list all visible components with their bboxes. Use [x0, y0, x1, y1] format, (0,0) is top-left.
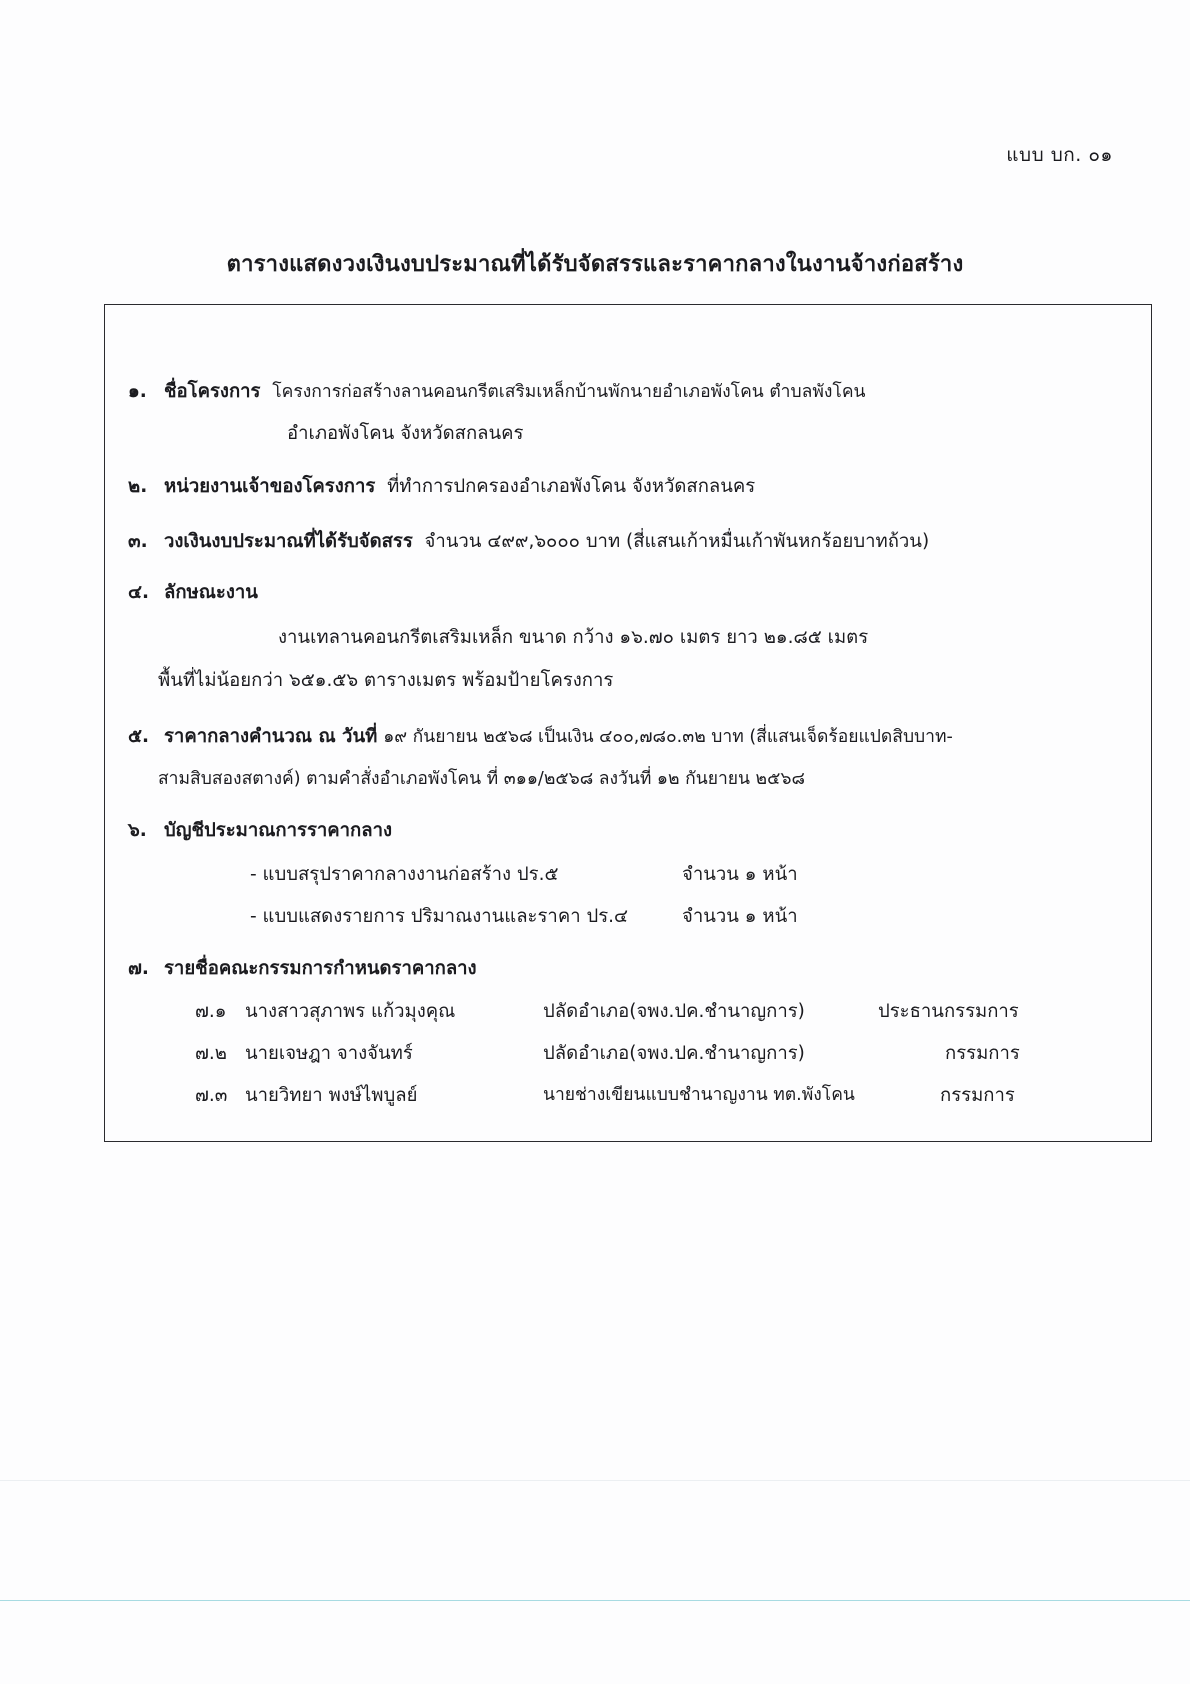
item-7-heading [128, 958, 477, 980]
item-4-text-line2: พื้นที่ไม่น้อยกว่า ๖๕๑.๕๖ ตารางเมตร พร้อมป้ายโครงการ [158, 670, 614, 691]
member-number: ๗.๓ [195, 1085, 228, 1106]
item-1-label: ชื่อโครงการ [164, 381, 261, 402]
scan-edge-line [0, 1480, 1190, 1481]
member-name: นางสาวสุภาพร แก้วมุงคุณ [245, 1001, 456, 1022]
member-name: นายวิทยา พงษ์ไพบูลย์ [245, 1085, 418, 1106]
item-3-heading [128, 531, 929, 553]
item-1-number: ๑. [128, 381, 147, 402]
item-5-heading [128, 726, 953, 748]
estimate-row: - แบบแสดงรายการ ปริมาณงานและราคา ปร.๔ [250, 906, 629, 927]
item-1-text-line2: อำเภอพังโคน จังหวัดสกลนคร [287, 423, 524, 444]
scan-edge-line [0, 1600, 1190, 1601]
member-name: นายเจษฎา จางจันทร์ [245, 1043, 413, 1064]
item-5-number: ๕. [128, 726, 150, 747]
item-5-text: ๑๙ กันยายน ๒๕๖๘ เป็นเงิน ๔๐๐,๗๘๐.๓๒ บาท (สี่แสนเจ็ดร้อยแปดสิบบาท- [383, 727, 953, 747]
member-position: ปลัดอำเภอ(จพง.ปค.ชำนาญการ) [543, 1043, 805, 1064]
item-6-label: บัญชีประมาณการราคากลาง [164, 820, 392, 841]
estimate-row: - แบบสรุปราคากลางงานก่อสร้าง ปร.๕ [250, 864, 559, 885]
document-title: ตารางแสดงวงเงินงบประมาณที่ได้รับจัดสรรและราคากลางในงานจ้างก่อสร้าง [226, 252, 964, 277]
item-2-text: ที่ทำการปกครองอำเภอพังโคน จังหวัดสกลนคร [387, 476, 756, 497]
item-7-number: ๗. [128, 958, 149, 979]
estimate-row-amount: จำนวน ๑ หน้า [682, 906, 798, 927]
item-4-text-line1: งานเทลานคอนกรีตเสริมเหล็ก ขนาด กว้าง ๑๖.๗๐ เมตร ยาว ๒๑.๘๕ เมตร [278, 627, 869, 648]
member-role: กรรมการ [945, 1043, 1020, 1064]
member-position: นายช่างเขียนแบบชำนาญงาน ทต.พังโคน [543, 1085, 855, 1105]
member-role: ประธานกรรมการ [878, 1001, 1019, 1022]
item-3-text: จำนวน ๔๙๙,๖๐๐๐ บาท (สี่แสนเก้าหมื่นเก้าพันหกร้อยบาทถ้วน) [424, 531, 930, 552]
item-3-label: วงเงินงบประมาณที่ได้รับจัดสรร [164, 531, 413, 552]
member-number: ๗.๒ [195, 1043, 227, 1064]
item-4-number: ๔. [128, 582, 150, 603]
item-4-label: ลักษณะงาน [164, 582, 258, 603]
item-5-label: ราคากลางคำนวณ ณ วันที่ [164, 726, 378, 747]
item-4-heading [128, 582, 258, 604]
item-2-heading [128, 476, 755, 498]
item-6-number: ๖. [128, 820, 147, 841]
member-role: กรรมการ [940, 1085, 1015, 1106]
estimate-row-amount: จำนวน ๑ หน้า [682, 864, 798, 885]
member-number: ๗.๑ [195, 1001, 227, 1022]
item-5-text-line2: สามสิบสองสตางค์) ตามคำสั่งอำเภอพังโคน ที่ ๓๑๑/๒๕๖๘ ลงวันที่ ๑๒ กันยายน ๒๕๖๘ [158, 769, 805, 789]
item-3-number: ๓. [128, 531, 148, 552]
item-6-heading [128, 820, 392, 842]
item-1-text: โครงการก่อสร้างลานคอนกรีตเสริมเหล็กบ้านพักนายอำเภอพังโคน ตำบลพังโคน [272, 382, 866, 402]
member-position: ปลัดอำเภอ(จพง.ปค.ชำนาญการ) [543, 1001, 805, 1022]
item-7-label: รายชื่อคณะกรรมการกำหนดราคากลาง [164, 958, 477, 979]
form-code: แบบ บก. ๐๑ [1006, 144, 1113, 166]
item-2-label: หน่วยงานเจ้าของโครงการ [164, 476, 376, 497]
item-2-number: ๒. [128, 476, 148, 497]
item-1-heading [128, 381, 866, 403]
